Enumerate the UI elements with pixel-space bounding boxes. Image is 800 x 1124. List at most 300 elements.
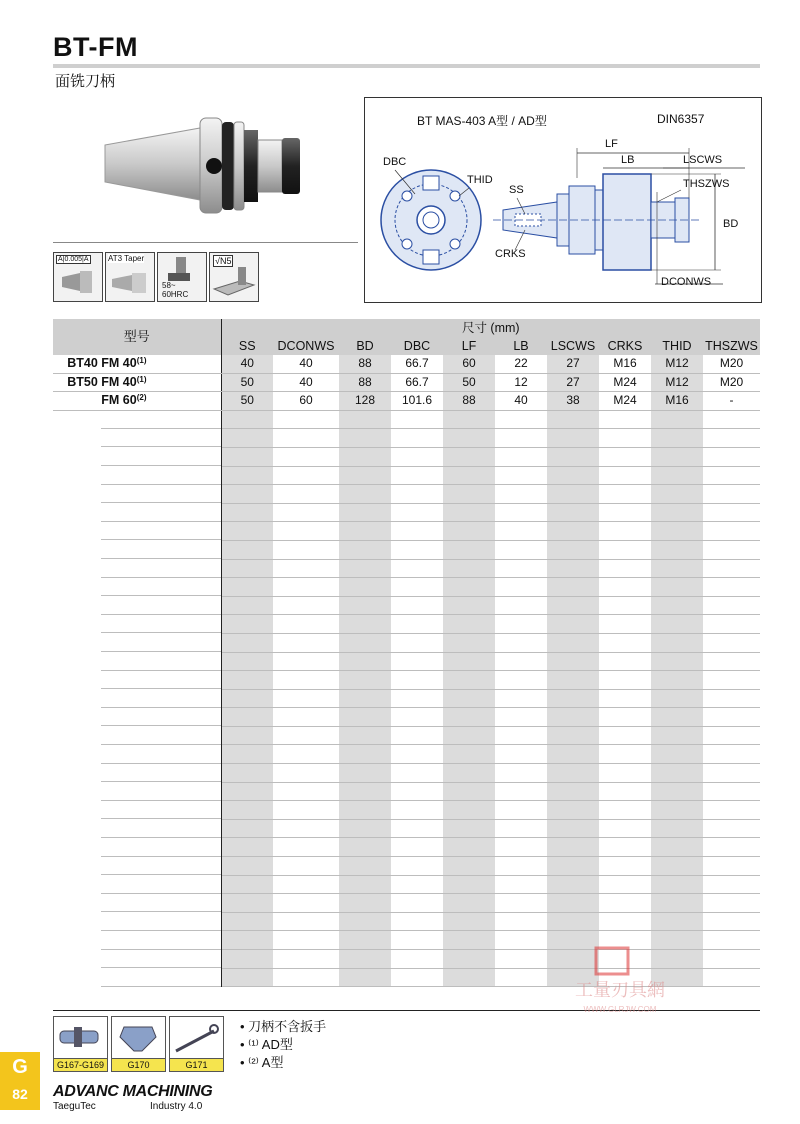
- table-row: [53, 764, 760, 783]
- value-cell: [599, 689, 651, 708]
- model-cell: [53, 745, 221, 764]
- value-cell: 88: [339, 355, 391, 373]
- value-cell: [391, 503, 443, 522]
- value-cell: [273, 857, 339, 876]
- value-cell: [495, 633, 547, 652]
- table-row: [53, 522, 760, 541]
- value-cell: [391, 522, 443, 541]
- value-cell: [703, 912, 760, 931]
- table-row: [53, 745, 760, 764]
- value-cell: M20: [703, 355, 760, 373]
- model-cell: [53, 801, 221, 820]
- value-cell: [703, 447, 760, 466]
- value-cell: [599, 578, 651, 597]
- column-header: LSCWS: [547, 337, 599, 355]
- value-cell: [703, 540, 760, 559]
- value-cell: [273, 633, 339, 652]
- value-cell: [339, 652, 391, 671]
- page-title: BT-FM: [53, 32, 138, 62]
- taper-icon: [105, 252, 155, 302]
- model-cell: [53, 485, 221, 504]
- value-cell: [221, 596, 273, 615]
- value-cell: [221, 429, 273, 448]
- model-name: BT40 FM 40: [67, 356, 137, 370]
- value-cell: [443, 838, 495, 857]
- value-cell: [703, 931, 760, 950]
- model-cell: [53, 559, 221, 578]
- value-cell: [221, 503, 273, 522]
- value-cell: [339, 801, 391, 820]
- model-footnote: (2): [136, 393, 147, 403]
- page-number: 82: [12, 1086, 28, 1102]
- value-cell: [221, 726, 273, 745]
- value-cell: [547, 540, 599, 559]
- value-cell: [703, 857, 760, 876]
- value-cell: [339, 894, 391, 913]
- value-cell: [547, 782, 599, 801]
- value-cell: [495, 912, 547, 931]
- value-cell: [547, 894, 599, 913]
- value-cell: [391, 968, 443, 987]
- product-photo: [90, 100, 330, 230]
- value-cell: [391, 708, 443, 727]
- value-cell: [651, 782, 703, 801]
- value-cell: [391, 950, 443, 969]
- model-cell: [53, 708, 221, 727]
- tol-datum-b: A: [83, 256, 89, 263]
- model-cell: [53, 373, 221, 392]
- value-cell: [547, 838, 599, 857]
- surface-roughness-icon: [209, 252, 259, 302]
- value-cell: [221, 708, 273, 727]
- value-cell: [443, 540, 495, 559]
- value-cell: [339, 782, 391, 801]
- section-letter: G: [12, 1056, 28, 1078]
- accessory-hook-wrench[interactable]: [169, 1016, 224, 1072]
- model-cell: [53, 912, 221, 931]
- value-cell: 50: [221, 373, 273, 392]
- value-cell: [443, 633, 495, 652]
- table-row: [53, 671, 760, 690]
- value-cell: [443, 875, 495, 894]
- diagram-standard: BT MAS-403 A型 / AD型: [417, 114, 547, 128]
- value-cell: [443, 689, 495, 708]
- value-cell: [339, 522, 391, 541]
- value-cell: [391, 782, 443, 801]
- model-cell: [53, 726, 221, 745]
- value-cell: [221, 931, 273, 950]
- value-cell: [547, 466, 599, 485]
- tol-datum-a: A: [58, 256, 63, 263]
- accessory-references: [53, 1016, 225, 1072]
- value-cell: [599, 671, 651, 690]
- model-cell: [53, 875, 221, 894]
- table-body: [53, 355, 760, 987]
- value-cell: [703, 429, 760, 448]
- value-cell: [339, 875, 391, 894]
- value-cell: [443, 968, 495, 987]
- value-cell: [443, 801, 495, 820]
- value-cell: [273, 950, 339, 969]
- accessory-key-wrench[interactable]: [111, 1016, 166, 1072]
- value-cell: [221, 540, 273, 559]
- value-cell: [703, 745, 760, 764]
- table-row: [53, 838, 760, 857]
- value-cell: 128: [339, 392, 391, 411]
- note-ad-type: • ⁽¹⁾ AD型: [240, 1037, 293, 1052]
- model-cell: [53, 429, 221, 448]
- value-cell: [391, 447, 443, 466]
- table-row: [53, 819, 760, 838]
- value-cell: [547, 801, 599, 820]
- value-cell: [599, 801, 651, 820]
- model-cell: [53, 652, 221, 671]
- value-cell: [391, 875, 443, 894]
- value-cell: [391, 485, 443, 504]
- accessory-wrench-set[interactable]: [53, 1016, 108, 1072]
- value-cell: [221, 689, 273, 708]
- value-cell: [273, 615, 339, 634]
- value-cell: [339, 429, 391, 448]
- value-cell: [651, 745, 703, 764]
- value-cell: [651, 410, 703, 429]
- value-cell: [221, 559, 273, 578]
- value-cell: [547, 485, 599, 504]
- taper-label: AT3 Taper: [108, 254, 145, 263]
- value-cell: [391, 726, 443, 745]
- value-cell: [339, 671, 391, 690]
- table-row: [53, 708, 760, 727]
- value-cell: [599, 447, 651, 466]
- value-cell: [443, 708, 495, 727]
- table-row: [53, 689, 760, 708]
- value-cell: [651, 485, 703, 504]
- value-cell: [273, 447, 339, 466]
- note-no-wrench: • 刀柄不含扳手: [240, 1019, 327, 1034]
- column-header: SS: [221, 337, 273, 355]
- value-cell: [273, 708, 339, 727]
- value-cell: 50: [221, 392, 273, 411]
- value-cell: [391, 931, 443, 950]
- brand-logo: ADVANC MACHINING: [53, 1083, 213, 1100]
- accessory-label: G171: [170, 1058, 223, 1071]
- key-wrench-icon: [112, 1017, 165, 1059]
- table-row: [53, 615, 760, 634]
- value-cell: [547, 819, 599, 838]
- value-cell: [221, 764, 273, 783]
- value-cell: [443, 503, 495, 522]
- model-cell: [53, 894, 221, 913]
- value-cell: 88: [339, 373, 391, 392]
- value-cell: [273, 726, 339, 745]
- value-cell: [651, 726, 703, 745]
- table-row: [53, 559, 760, 578]
- value-cell: [391, 596, 443, 615]
- value-cell: [443, 894, 495, 913]
- value-cell: [599, 708, 651, 727]
- value-cell: [221, 671, 273, 690]
- page-subtitle: 面铣刀柄: [55, 73, 116, 90]
- accessory-label: G170: [112, 1058, 165, 1071]
- value-cell: [273, 540, 339, 559]
- value-cell: [651, 559, 703, 578]
- value-cell: [273, 801, 339, 820]
- label-dbc: DBC: [383, 156, 407, 168]
- value-cell: M12: [651, 355, 703, 373]
- value-cell: [391, 671, 443, 690]
- label-thid: THID: [467, 174, 493, 186]
- note-a-type: • ⁽²⁾ A型: [240, 1055, 284, 1070]
- column-header: BD: [339, 337, 391, 355]
- value-cell: [221, 485, 273, 504]
- value-cell: [495, 671, 547, 690]
- value-cell: [599, 429, 651, 448]
- table-row: [53, 782, 760, 801]
- value-cell: [339, 578, 391, 597]
- value-cell: [703, 522, 760, 541]
- page-tab: [0, 1052, 40, 1110]
- value-cell: [443, 429, 495, 448]
- value-cell: [547, 447, 599, 466]
- value-cell: [273, 782, 339, 801]
- value-cell: [443, 950, 495, 969]
- value-cell: [599, 726, 651, 745]
- model-cell: [53, 931, 221, 950]
- column-header: CRKS: [599, 337, 651, 355]
- value-cell: 27: [547, 373, 599, 392]
- value-cell: [599, 540, 651, 559]
- value-cell: [651, 819, 703, 838]
- value-cell: [599, 745, 651, 764]
- model-cell: [53, 819, 221, 838]
- value-cell: [547, 633, 599, 652]
- label-ss: SS: [509, 184, 524, 196]
- model-name: FM 60: [101, 393, 137, 408]
- value-cell: [599, 782, 651, 801]
- value-cell: [221, 745, 273, 764]
- value-cell: -: [703, 392, 760, 411]
- model-cell: [53, 782, 221, 801]
- value-cell: [391, 559, 443, 578]
- value-cell: 40: [221, 355, 273, 373]
- value-cell: [221, 819, 273, 838]
- value-cell: [599, 894, 651, 913]
- value-cell: [599, 857, 651, 876]
- value-cell: [391, 633, 443, 652]
- value-cell: [443, 782, 495, 801]
- table-row: [53, 633, 760, 652]
- value-cell: [273, 894, 339, 913]
- value-cell: [273, 429, 339, 448]
- value-cell: [339, 689, 391, 708]
- value-cell: [547, 578, 599, 597]
- value-cell: [273, 838, 339, 857]
- value-cell: [391, 764, 443, 783]
- value-cell: [703, 596, 760, 615]
- value-cell: [703, 615, 760, 634]
- table-row: [53, 578, 760, 597]
- value-cell: [273, 931, 339, 950]
- value-cell: [651, 689, 703, 708]
- model-cell: [53, 447, 221, 466]
- value-cell: [703, 950, 760, 969]
- value-cell: 22: [495, 355, 547, 373]
- value-cell: [391, 615, 443, 634]
- table-row: [53, 429, 760, 448]
- value-cell: [339, 968, 391, 987]
- value-cell: [443, 596, 495, 615]
- value-cell: [339, 857, 391, 876]
- column-header: THID: [651, 337, 703, 355]
- table-row: [53, 392, 760, 411]
- value-cell: [391, 801, 443, 820]
- value-cell: [599, 466, 651, 485]
- value-cell: [703, 819, 760, 838]
- value-cell: 38: [547, 392, 599, 411]
- value-cell: [443, 745, 495, 764]
- value-cell: M24: [599, 373, 651, 392]
- value-cell: [651, 466, 703, 485]
- value-cell: [273, 466, 339, 485]
- model-cell: [53, 540, 221, 559]
- watermark: [540, 944, 700, 1016]
- value-cell: [443, 578, 495, 597]
- value-cell: [651, 801, 703, 820]
- value-cell: [273, 503, 339, 522]
- value-cell: [443, 819, 495, 838]
- value-cell: [221, 894, 273, 913]
- value-cell: [547, 857, 599, 876]
- model-footnote: (1): [136, 356, 147, 365]
- value-cell: [339, 615, 391, 634]
- value-cell: [443, 764, 495, 783]
- value-cell: [599, 819, 651, 838]
- title-underline: [53, 64, 760, 68]
- value-cell: 27: [547, 355, 599, 373]
- value-cell: [339, 931, 391, 950]
- model-cell: [53, 503, 221, 522]
- value-cell: [495, 745, 547, 764]
- brand-company: TaeguTec: [53, 1101, 96, 1112]
- value-cell: [495, 726, 547, 745]
- model-cell: [53, 633, 221, 652]
- value-cell: [273, 912, 339, 931]
- value-cell: [495, 578, 547, 597]
- hardness-line1: 58~: [162, 281, 176, 290]
- value-cell: [273, 764, 339, 783]
- notes: [240, 1018, 326, 1072]
- value-cell: [443, 466, 495, 485]
- value-cell: [221, 782, 273, 801]
- model-header: 型号: [53, 319, 221, 355]
- value-cell: [221, 875, 273, 894]
- model-cell: [53, 968, 221, 987]
- value-cell: [443, 485, 495, 504]
- watermark-text: 工量刃具網: [575, 980, 665, 1000]
- value-cell: [547, 503, 599, 522]
- model-cell: [53, 578, 221, 597]
- value-cell: [443, 671, 495, 690]
- value-cell: [443, 410, 495, 429]
- value-cell: [599, 522, 651, 541]
- value-cell: [703, 652, 760, 671]
- value-cell: [443, 726, 495, 745]
- hook-wrench-icon: [170, 1017, 223, 1059]
- dimension-header: 尺寸 (mm): [221, 319, 760, 337]
- value-cell: [547, 652, 599, 671]
- value-cell: [443, 652, 495, 671]
- value-cell: [495, 503, 547, 522]
- value-cell: [391, 429, 443, 448]
- value-cell: [443, 857, 495, 876]
- value-cell: [599, 912, 651, 931]
- value-cell: [443, 559, 495, 578]
- value-cell: [495, 764, 547, 783]
- value-cell: [339, 912, 391, 931]
- value-cell: [273, 875, 339, 894]
- value-cell: [273, 559, 339, 578]
- value-cell: [703, 764, 760, 783]
- value-cell: 60: [443, 355, 495, 373]
- value-cell: [703, 559, 760, 578]
- value-cell: [339, 950, 391, 969]
- column-header: LB: [495, 337, 547, 355]
- value-cell: [273, 485, 339, 504]
- value-cell: [651, 522, 703, 541]
- dimensions-table: [53, 319, 760, 987]
- value-cell: [651, 652, 703, 671]
- table-row: [53, 355, 760, 373]
- value-cell: [599, 503, 651, 522]
- label-bd: BD: [723, 218, 739, 230]
- value-cell: [339, 447, 391, 466]
- value-cell: [495, 410, 547, 429]
- model-cell: [53, 522, 221, 541]
- value-cell: [339, 745, 391, 764]
- value-cell: 40: [273, 373, 339, 392]
- value-cell: M20: [703, 373, 760, 392]
- value-cell: [547, 726, 599, 745]
- value-cell: [495, 559, 547, 578]
- value-cell: [599, 559, 651, 578]
- value-cell: [495, 857, 547, 876]
- value-cell: [547, 596, 599, 615]
- value-cell: [547, 522, 599, 541]
- value-cell: [651, 764, 703, 783]
- value-cell: [273, 745, 339, 764]
- value-cell: [443, 615, 495, 634]
- value-cell: [391, 689, 443, 708]
- value-cell: [495, 801, 547, 820]
- model-cell: [53, 950, 221, 969]
- value-cell: [703, 671, 760, 690]
- watermark-url: WWW.GLRJW.COM: [583, 1005, 657, 1014]
- value-cell: 40: [495, 392, 547, 411]
- table-row: [53, 726, 760, 745]
- value-cell: [495, 615, 547, 634]
- value-cell: [339, 410, 391, 429]
- value-cell: [651, 540, 703, 559]
- tol-value: 0.005: [64, 256, 83, 263]
- value-cell: [703, 485, 760, 504]
- value-cell: [391, 652, 443, 671]
- model-cell: [53, 857, 221, 876]
- runout-tolerance-icon: A|0.005|A: [53, 252, 103, 302]
- value-cell: [651, 633, 703, 652]
- value-cell: [443, 912, 495, 931]
- value-cell: [599, 633, 651, 652]
- label-lb: LB: [621, 154, 635, 166]
